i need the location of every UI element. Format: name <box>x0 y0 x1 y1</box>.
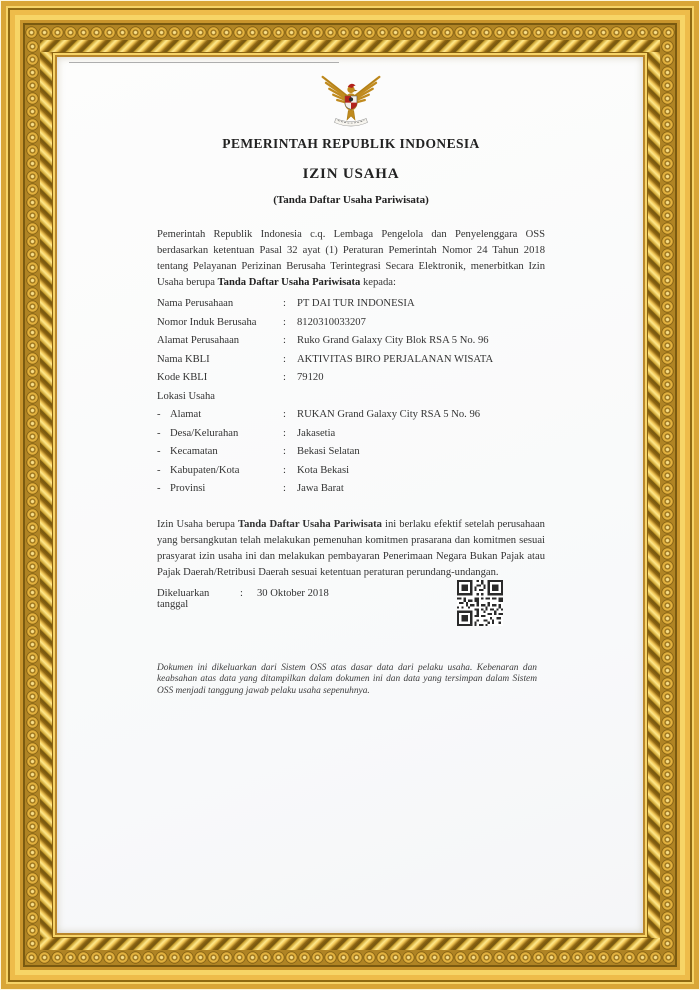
colon-separator: : <box>283 353 286 365</box>
document-title: IZIN USAHA <box>302 166 400 182</box>
field-value: 8120310033207 <box>297 316 366 328</box>
location-row-village <box>157 428 545 447</box>
frame-bead-strip-right <box>660 40 675 950</box>
clause-text-after: ini berlaku efektif setelah perusahaan yang bersangkutan telah melakukan pemenuhan komitmen prasarana dan komitmen sesuai prasyarat izin usaha ini dan melakukan pembayaran Penerimaan Negara Bukan Pajak atau Pajak Daerah/Retribusi Daerah sesuai ketentuan peraturan perundang-undangan. <box>157 518 545 578</box>
frame-bead-strip-left <box>25 40 40 950</box>
qr-code-icon <box>457 578 503 628</box>
field-label: Nomor Induk Berusaha <box>157 316 257 328</box>
field-row-kbli-name <box>157 354 545 373</box>
field-label: Kode KBLI <box>157 372 208 383</box>
frame-rope-strip-bottom <box>40 938 660 950</box>
field-label: Provinsi <box>170 483 206 494</box>
frame-rope-strip-top <box>40 40 660 52</box>
colon-separator: : <box>283 335 286 346</box>
field-value: 79120 <box>297 372 324 383</box>
field-label: Kabupaten/Kota <box>170 464 240 476</box>
field-row-company-address <box>157 335 545 354</box>
field-row-kbli-code <box>157 372 545 391</box>
frame-rope-strip-right <box>648 52 660 938</box>
field-value: AKTIVITAS BIRO PERJALANAN WISATA <box>297 353 494 365</box>
issued-date-value: 30 Oktober 2018 <box>257 587 329 599</box>
field-label: Nama Perusahaan <box>157 298 234 309</box>
colon-separator: : <box>283 316 286 328</box>
garuda-pancasila-icon <box>318 72 384 128</box>
field-row-company-name <box>157 298 545 317</box>
intro-paragraph <box>157 227 545 291</box>
field-label: Kecamatan <box>170 446 218 457</box>
field-value: RUKAN Grand Galaxy City RSA 5 No. 96 <box>297 409 481 420</box>
location-section-label: Lokasi Usaha <box>157 390 215 402</box>
location-row-province <box>157 483 545 502</box>
effective-clause-paragraph <box>157 517 545 581</box>
location-row-city <box>157 465 545 484</box>
dash-bullet: - <box>157 427 161 439</box>
intro-bold-text: Tanda Daftar Usaha Pariwisata <box>217 277 361 288</box>
disclaimer-text: Dokumen ini dikeluarkan dari Sistem OSS atas dasar data dari pelaku usaha. Kebenaran dan keabsahan atas data yang ditampilkan dalam dokumen ini dan data yang tersimpan dalam Sistem OSS menjadi tanggung jawab pelaku usaha sepenuhnya. <box>157 662 537 696</box>
issued-date-label: Dikeluarkan tanggal <box>157 587 210 610</box>
intro-text-after: kepada: <box>360 277 396 288</box>
colon-separator: : <box>283 483 286 494</box>
fields-list <box>157 298 545 502</box>
colon-separator: : <box>283 409 286 420</box>
field-value: Bekasi Selatan <box>297 446 360 457</box>
document-subtitle: (Tanda Daftar Usaha Pariwisata) <box>273 194 429 206</box>
field-label: Alamat <box>170 409 202 420</box>
field-value: Ruko Grand Galaxy City Blok RSA 5 No. 96 <box>297 335 489 346</box>
colon-separator: : <box>283 464 286 476</box>
location-row-district <box>157 446 545 465</box>
emblem-wrap <box>157 72 545 128</box>
colon-separator: : <box>240 587 243 599</box>
field-label: Alamat Perusahaan <box>157 335 240 346</box>
clause-bold-text: Tanda Daftar Usaha Pariwisata <box>237 518 382 530</box>
dash-bullet: - <box>157 464 161 476</box>
field-row-nib <box>157 317 545 336</box>
field-value: Jakasetia <box>297 427 336 439</box>
frame-bead-strip-top <box>25 25 675 40</box>
field-value: Kota Bekasi <box>297 464 350 476</box>
field-value: PT DAI TUR INDONESIA <box>297 298 415 309</box>
field-value: Jawa Barat <box>297 483 344 494</box>
colon-separator: : <box>283 298 286 309</box>
colon-separator: : <box>283 446 286 457</box>
dash-bullet: - <box>157 446 161 457</box>
frame-bead-strip-bottom <box>25 950 675 965</box>
location-row-address <box>157 409 545 428</box>
paper <box>57 57 643 933</box>
colon-separator: : <box>283 372 286 383</box>
field-label: Nama KBLI <box>157 353 210 365</box>
dash-bullet: - <box>157 409 161 420</box>
colon-separator: : <box>283 427 286 439</box>
government-title: PEMERINTAH REPUBLIK INDONESIA <box>222 136 480 151</box>
frame-rope-strip-left <box>40 52 52 938</box>
intro-text: Pemerintah Republik Indonesia c.q. Lembaga Pengelola dan Penyelenggara OSS berdasarkan ketentuan Pasal 32 ayat (1) Peraturan Pemerintah Nomor 24 Tahun 2018 tentang Pelayanan Perizinan Berusaha Terintegrasi Secara Elektronik, menerbitkan Izin Usaha berupa <box>157 229 545 288</box>
field-label: Desa/Kelurahan <box>170 427 239 439</box>
dash-bullet: - <box>157 483 161 494</box>
clause-text: Izin Usaha berupa <box>157 518 238 530</box>
